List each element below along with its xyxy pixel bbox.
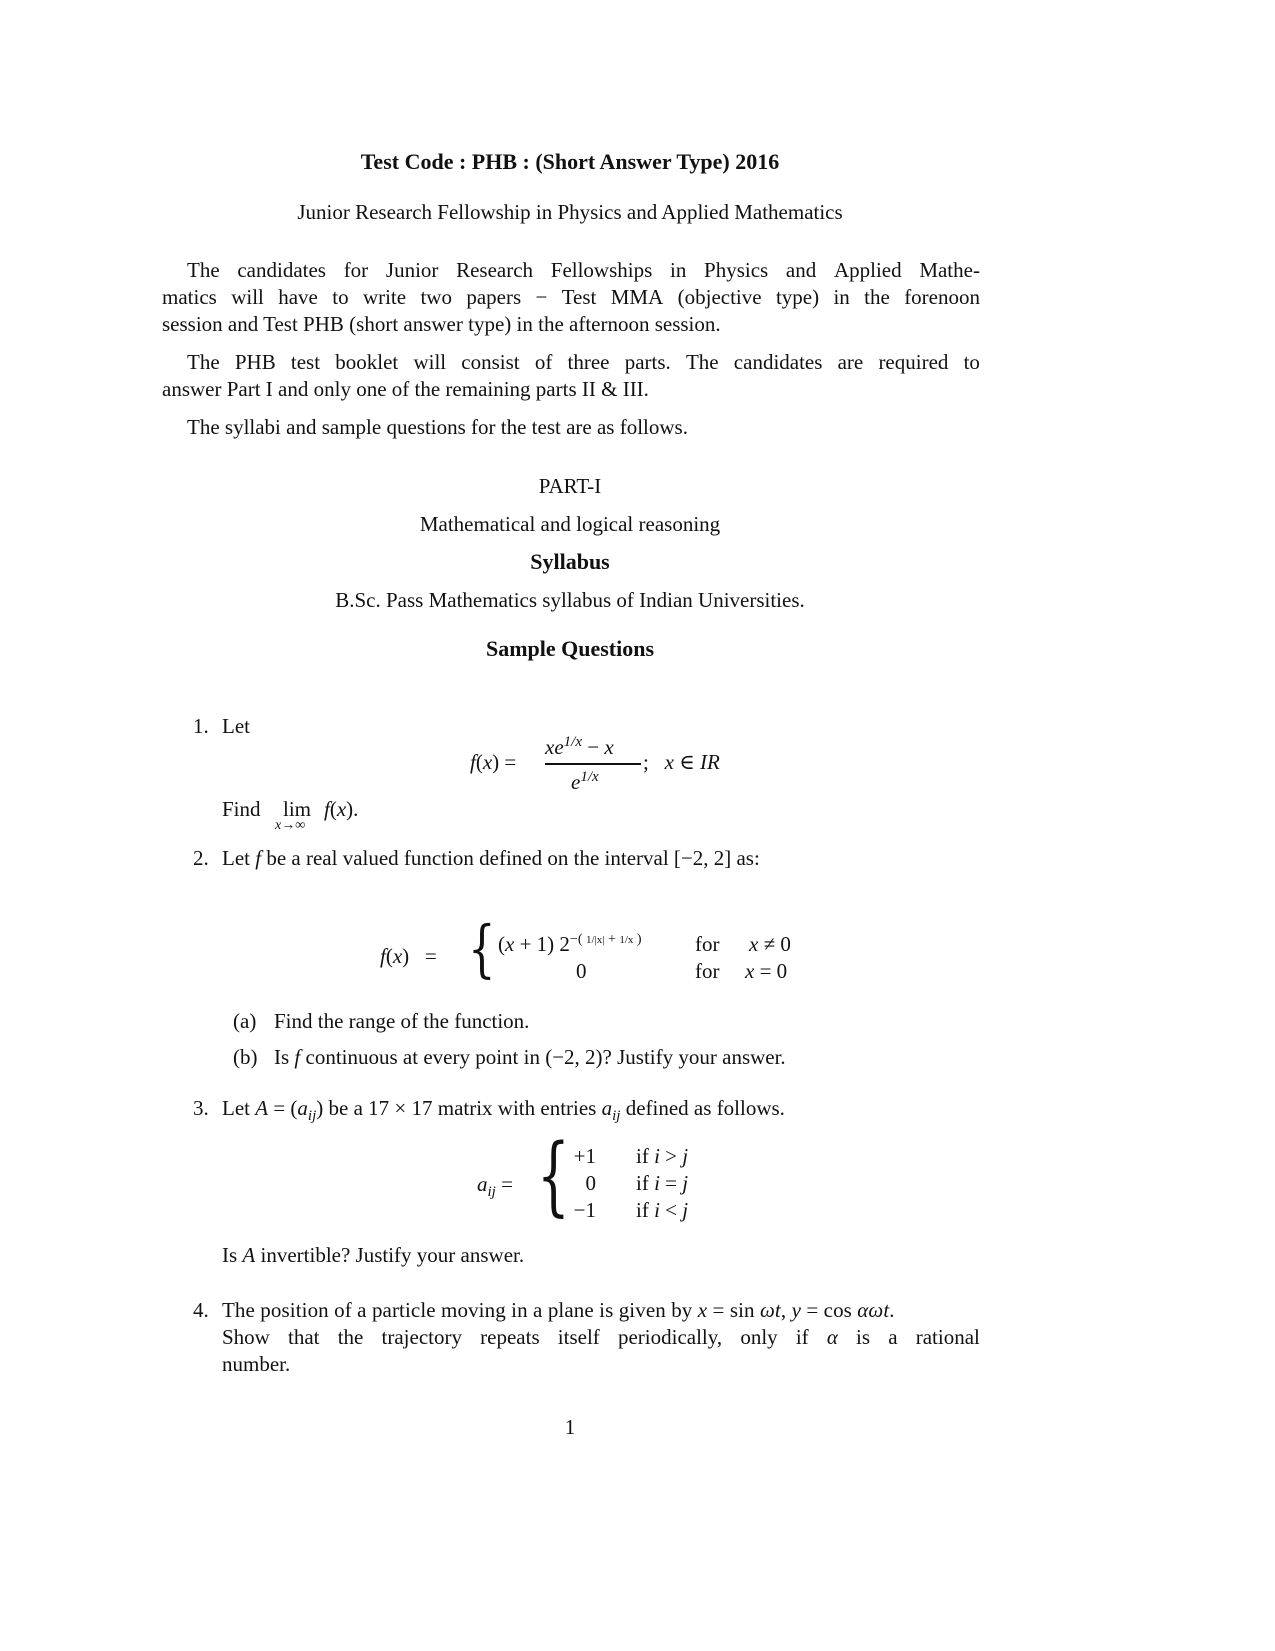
q1-formula-denominator: $e^{1/x}$ bbox=[571, 769, 599, 794]
q1-formula-numerator: $xe^{1/x} - x$ bbox=[545, 734, 614, 759]
document-subtitle: Junior Research Fellowship in Physics and Applied Mathematics bbox=[297, 200, 843, 224]
q3-formula-lhs: $a_{ij}$ = bbox=[477, 1172, 513, 1201]
q3-text: Let $A = (a_{ij})$ be a 17 × 17 matrix with entries $a_{ij}$ defined as follows. bbox=[222, 1096, 785, 1125]
q1-find-suffix: f(x). bbox=[324, 797, 359, 821]
word: for bbox=[343, 258, 369, 282]
intro-paragraph-1-line-3: session and Test PHB (short answer type) in the afternoon session. bbox=[162, 312, 721, 336]
word: write bbox=[362, 285, 407, 309]
q4-number: 4. bbox=[193, 1298, 209, 1322]
q3-case-value: −1 bbox=[573, 1198, 596, 1222]
q2-part-a-label: (a) bbox=[233, 1009, 257, 1033]
word: of bbox=[534, 350, 553, 374]
word: Research bbox=[456, 258, 534, 282]
word: will bbox=[413, 350, 447, 374]
q3-case-value: +1 bbox=[573, 1144, 596, 1168]
word: that bbox=[288, 1325, 320, 1349]
word: and bbox=[785, 258, 817, 282]
word: in bbox=[833, 285, 850, 309]
q1-lim-subscript: x→∞ bbox=[275, 818, 306, 833]
word: rational bbox=[915, 1325, 980, 1349]
page-number: 1 bbox=[564, 1415, 576, 1439]
q2-text: Let f be a real valued function defined on the interval [−2, 2] as: bbox=[222, 846, 760, 870]
intro-paragraph-1-line-2 bbox=[162, 283, 980, 311]
intro-paragraph-2-line-1 bbox=[187, 348, 980, 376]
word: α bbox=[826, 1325, 838, 1349]
document-title: Test Code : PHB : (Short Answer Type) 2016 bbox=[360, 149, 780, 174]
word: matics bbox=[162, 285, 217, 309]
word: three bbox=[567, 350, 610, 374]
q2-case1-value: (x + 1) $2^{-( 1/|x| + 1/x )}$ bbox=[498, 932, 642, 956]
word: required bbox=[878, 350, 949, 374]
q2-case1-condition: x ≠ 0 bbox=[749, 932, 791, 956]
word: The bbox=[187, 350, 220, 374]
word: trajectory bbox=[381, 1325, 462, 1349]
word: type) bbox=[775, 285, 820, 309]
word: periodically, bbox=[617, 1325, 723, 1349]
word: to bbox=[332, 285, 349, 309]
q4-line-1: The position of a particle moving in a plane is given by x = sin ωt, y = cos αωt. bbox=[222, 1298, 895, 1322]
q2-part-b-label: (b) bbox=[233, 1045, 258, 1069]
q3-left-brace: { bbox=[537, 1126, 570, 1226]
word: consist bbox=[461, 350, 520, 374]
word: Fellowships bbox=[550, 258, 653, 282]
q2-case2-condition-word: for bbox=[695, 959, 720, 983]
word: Mathe- bbox=[919, 258, 980, 282]
word: candidates bbox=[733, 350, 823, 374]
word: Physics bbox=[704, 258, 769, 282]
word: if bbox=[795, 1325, 809, 1349]
word: − bbox=[535, 285, 548, 309]
q1-lim-word: lim bbox=[283, 797, 312, 821]
q4-line-3: number. bbox=[222, 1352, 291, 1376]
word: will bbox=[231, 285, 264, 309]
word: are bbox=[837, 350, 864, 374]
word: a bbox=[888, 1325, 898, 1349]
word: to bbox=[963, 350, 980, 374]
word: booklet bbox=[335, 350, 399, 374]
word: in bbox=[669, 258, 687, 282]
part-subtitle: Mathematical and logical reasoning bbox=[419, 512, 721, 536]
word: parts. bbox=[624, 350, 671, 374]
q1-lead: Let bbox=[222, 714, 250, 738]
sample-questions-heading: Sample Questions bbox=[485, 636, 655, 661]
q3-number: 3. bbox=[193, 1096, 209, 1120]
word: The bbox=[187, 258, 220, 282]
word: forenoon bbox=[904, 285, 980, 309]
intro-paragraph-1-line-1 bbox=[187, 256, 980, 284]
word: candidates bbox=[237, 258, 326, 282]
q2-case2-value: 0 bbox=[576, 959, 587, 983]
q2-formula-lhs: f(x) = bbox=[380, 944, 437, 968]
q1-formula-domain: ; x ∈ IR bbox=[643, 750, 720, 774]
word: test bbox=[290, 350, 321, 374]
word: Junior bbox=[385, 258, 439, 282]
q1-find-prefix: Find bbox=[222, 797, 261, 821]
intro-paragraph-2-line-2: answer Part I and only one of the remaining parts II & III. bbox=[162, 377, 649, 401]
word: is bbox=[856, 1325, 871, 1349]
word: MMA bbox=[610, 285, 664, 309]
q3-case-condition: if i > j bbox=[636, 1144, 689, 1168]
word: have bbox=[278, 285, 318, 309]
q3-question: Is A invertible? Justify your answer. bbox=[222, 1243, 525, 1267]
q1-formula-lhs: f(x) = bbox=[470, 750, 517, 774]
word: the bbox=[337, 1325, 364, 1349]
q2-part-b: Is f continuous at every point in (−2, 2)? Justify your answer. bbox=[274, 1045, 786, 1069]
q3-case-condition: if i < j bbox=[636, 1198, 689, 1222]
word: Show bbox=[222, 1325, 270, 1349]
intro-paragraph-3: The syllabi and sample questions for the test are as follows. bbox=[187, 415, 688, 439]
q3-case-value: 0 bbox=[585, 1171, 596, 1195]
q2-part-a: Find the range of the function. bbox=[274, 1009, 530, 1033]
word: Applied bbox=[833, 258, 902, 282]
word: itself bbox=[557, 1325, 600, 1349]
word: The bbox=[685, 350, 719, 374]
syllabus-heading: Syllabus bbox=[530, 549, 610, 574]
q2-case2-condition: x = 0 bbox=[745, 959, 788, 983]
word: papers bbox=[466, 285, 522, 309]
word: (objective bbox=[677, 285, 762, 309]
q2-number: 2. bbox=[193, 846, 209, 870]
word: two bbox=[420, 285, 452, 309]
part-title: PART-I bbox=[538, 474, 602, 498]
q3-case-condition: if i = j bbox=[636, 1171, 689, 1195]
q4-line-2 bbox=[222, 1323, 980, 1351]
word: the bbox=[864, 285, 890, 309]
q1-number: 1. bbox=[193, 714, 209, 738]
word: repeats bbox=[480, 1325, 540, 1349]
word: PHB bbox=[234, 350, 276, 374]
word: Test bbox=[561, 285, 597, 309]
word: only bbox=[740, 1325, 778, 1349]
syllabus-text: B.Sc. Pass Mathematics syllabus of Indian Universities. bbox=[335, 588, 805, 612]
q2-case1-condition-word: for bbox=[695, 932, 720, 956]
q2-left-brace: { bbox=[468, 912, 496, 985]
q1-fraction-bar bbox=[545, 763, 641, 765]
